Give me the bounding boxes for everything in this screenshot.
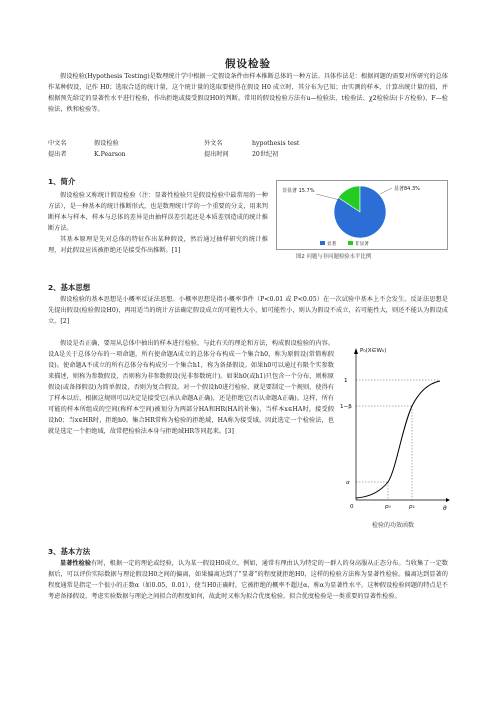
- power-curve: [356, 381, 440, 498]
- time-label: 提出时间: [204, 151, 229, 158]
- y-tick-one-minus-beta: 1−β: [340, 404, 352, 410]
- section-2-p1-block: [48, 294, 448, 327]
- section-1-p2: 其基本原理是先对总体的特征作出某种假设，然后通过抽样研究的统计推理，对此假设应该被拒绝还是接受作出推断。[1]: [48, 236, 268, 254]
- section-1-p1: 假设检验又称统计假设检验（注：显著性检验只是假设检验中最常用的一种方法），是一种基本的统计推断形式，也是数理统计学的一个重要的分支，用来判断样本与样本，样本与总体的差异是由抽样误差引起还是本质差别造成的统计推断方法。: [48, 192, 268, 232]
- info-table: [48, 138, 348, 160]
- en-name-label: 外文名: [204, 140, 223, 147]
- section-1-heading: 1、简介: [48, 177, 76, 186]
- significance-test-lead: 显著性检验: [60, 560, 92, 567]
- section-2-p2-block: [48, 338, 334, 437]
- time-value: 20世纪初: [252, 151, 279, 158]
- x-axis-label: θ: [443, 505, 447, 512]
- section-3-body: [48, 558, 448, 602]
- cn-name-label: 中文名: [48, 140, 67, 147]
- proposer-label: 提出者: [48, 151, 67, 158]
- cn-name-value: 假设检验: [94, 140, 119, 147]
- pie-chart: [276, 180, 448, 250]
- x-tick-p1: p₁: [409, 504, 415, 510]
- y-axis-label: P₀(X∈W₀): [360, 348, 387, 354]
- intro-text: 假设检验(Hypothesis Testing)是数理统计学中根据一定假设条件由样本推断总体的一种方法。具体作法是：根据问题的需要对所研究的总体作某种假设，记作 H0；选取合适的统计量，这个统计量的选取要使得在假设 H0 成立时，其分布为已知；由实测的样本，计算出统计量的值，并根据预先给定的显著性水平进行检验，作出拒绝或接受假设H0的判断。常用的假设检验方法有u—检验法、t检验法、χ2检验法(卡方检验)、F—检验法，秩和检验等。: [48, 73, 448, 113]
- y-axis-arrow: [354, 348, 358, 354]
- power-function-figure: [340, 342, 452, 522]
- legend-label-nonsignificant: 非显著: [355, 242, 369, 247]
- section-2-p2: 假设是否正确，要用从总体中抽出的样本进行检验，与此有关的理论和方法，构成假设检验的内容。设A是关于总体分布的一项命题，所有使命题A成立的总体分布构成一个集合h0，称为原假设(常简称假设)。使命题A不成立的所有总体分布构成另一个集合h1，称为备择假设。如果h0可以通过有限个实参数来描述，则称为参数假设，否则称为非参数假设(见非参数统计)。如果h0(或h1)只包含一个分布，则称原假设(或备择假设)为简单假设，否则为复合假设。对一个假设h0进行检验，就是要制定一个规则，使得有了样本以后，根据这规则可以决定是接受它(承认命题A正确)，还是拒绝它(否认命题A正确)。这样，所有可能的样本所组成的空间(称样本空间)被划分为两部分HA和HR(HA的补集)，当样本x∈HA时，接受假设h0；当x∈HR时，拒绝h0。集合HR常称为检验的拒绝域，HA称为接受域。因此选定一个检验法，也就是选定一个拒绝域，故常把检验法本身与拒绝域HR等同起来。[3]: [48, 340, 334, 435]
- pie-slice-label-nonsignificant: 非显著 15.7%: [282, 188, 315, 194]
- power-function-caption: 检验的功效函数: [372, 522, 415, 529]
- x-tick-p0: p₀: [385, 504, 391, 510]
- section-2-p1: 假设检验的基本思想是小概率反证法思想。小概率思想是指小概率事件（P<0.01 或 P<0.05）在一次试验中基本上不会发生。反证法思想是先提出假设(检验假设H0)，再用适当的统计方法确定假设成立的可能性大小，如可能性小，则认为假设不成立，若可能性大，则还不能认为假设成立。[2]: [48, 296, 448, 325]
- y-tick-one: 1: [344, 378, 348, 384]
- x-tick-origin: 0: [350, 504, 354, 510]
- section-3-p1-text: 有时，根据一定的理论或经验，认为某一假设H0成立，例如，通常有理由认为特定的一群人的身高服从正态分布。当收集了一定数据后，可以评价实际数据与理论假设H0之间的偏离，如果偏离达到了“显著”的程度就拒绝H0，这样的检验方法称为显著性检验。偏离达到显著的程度通常是指定一个很小的正数α（如0.05，0.01），使当H0正确时，它被拒绝的概率不超过α，称α为显著性水平。这种假设检验问题的特点是不考虑备择假设，考虑实验数据与理论之间拟合的程度如何，故此时又称为拟合优度检验。拟合优度检验是一类重要的显著性检验。: [48, 560, 448, 600]
- section-3-p1: [48, 558, 448, 602]
- power-function-chart: [340, 342, 452, 518]
- intro-paragraph: [48, 71, 448, 115]
- pie-slices: [334, 186, 386, 238]
- pie-chart-figure: [276, 180, 448, 254]
- legend-label-significant: 显著: [327, 242, 337, 247]
- y-tick-alpha: α: [346, 480, 350, 486]
- page-title: 假设检验: [225, 58, 271, 70]
- x-axis-arrow: [446, 498, 450, 502]
- pie-chart-caption: 图2 问题与非问题检验水平比例: [296, 254, 372, 260]
- pie-slice-label-significant: 显著84.3%: [394, 186, 420, 192]
- legend-swatch-nonsignificant: [348, 241, 353, 245]
- section-3-heading: 3、基本方法: [48, 547, 91, 556]
- section-1-body: [48, 190, 268, 256]
- en-name-value: hypothesis test: [252, 140, 300, 147]
- section-2-heading: 2、基本思想: [48, 283, 91, 292]
- legend-swatch-significant: [320, 241, 325, 245]
- proposer-value: K.Pearson: [94, 151, 126, 158]
